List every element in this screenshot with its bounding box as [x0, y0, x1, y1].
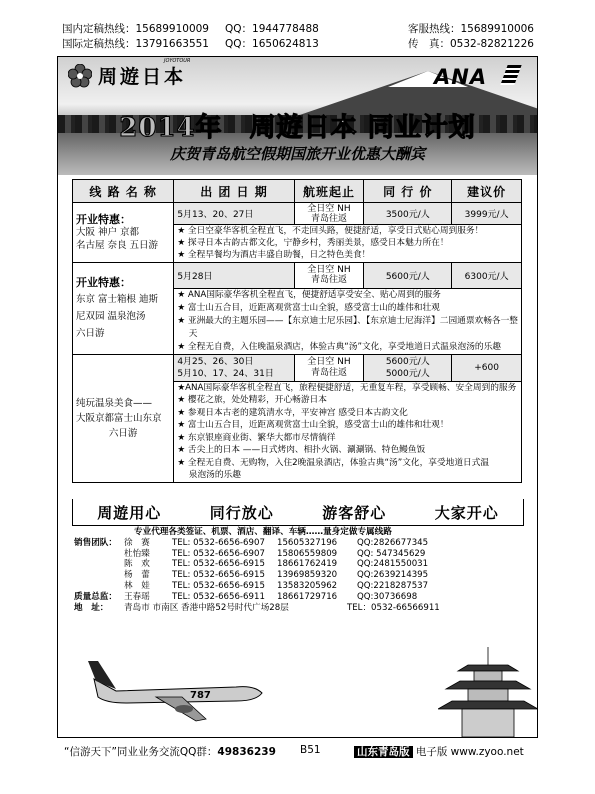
footer-qq-group: “信游天下”同业业务交流QQ群：49836239 — [64, 746, 276, 758]
slogan: 游客舒心 — [322, 503, 387, 522]
flight-cell: 全日空 NH 青岛往返 — [294, 354, 364, 381]
hotline-international: 国际定稿热线：13791663551 QQ：1650624813 — [62, 38, 319, 50]
col-header-dates: 出 团 日 期 — [174, 180, 294, 203]
route-cell: 纯玩温泉美食—— 大阪京都富士山东京 六日游 — [73, 354, 174, 482]
banner-mount-fuji — [58, 57, 537, 175]
service-intro: 专业代理各类签证、机票、酒店、翻译、车辆……量身定做专属线路 — [134, 527, 392, 537]
feature-list: ★ANA国际豪华客机全程直飞，旅程便捷舒适，无重复车程，享受顾畅、安全周到的服务 ★ 樱花之旅，处处精彩，开心畅游日本 ★ 参观日本古老的建筑清水寺，平安神宫 感受日本古韵文化 ★ 富士山五合目，近距离观赏富士山全貌，感受富士山的雄伟和壮观！ ★ 东京银座商业街、繁华大都市尽情徜徉 ★ 舌尖上的日本 ——日式烤肉、相扑火锅、涮涮锅、特色鳗鱼饭 ★ 全程无自费、无购物，入住2晚温泉酒店，体验古典“汤”文化，享受地道日式温 泉泡汤的乐趣 — [174, 381, 522, 482]
sub-title: 庆贺青岛航空假期国旅开业优惠大酬宾 — [169, 145, 425, 163]
contact-row: 林 娃 TEL: 0532-6656-6915 13583205962 QQ:2218287537 — [124, 580, 429, 591]
brand-badge: 山东青岛版 — [354, 746, 413, 758]
col-header-flight: 航班起止 — [294, 180, 364, 203]
main-title: 2014年 周遊日本 同业计划 — [119, 113, 476, 143]
contact-row: 杜怡臻 TEL: 0532-6656-6907 15806559809 QQ: 547345629 — [124, 548, 426, 559]
svg-text:787: 787 — [190, 690, 211, 701]
tour-table — [72, 179, 522, 483]
contact-row: 销售团队： 徐 赛 TEL: 0532-6656-6907 15605327196 QQ:2826677345 — [74, 537, 429, 548]
table-row — [73, 262, 522, 288]
flight-cell: 全日空 NH 青岛往返 — [294, 203, 364, 225]
route-cell: 开业特惠： 东京 富士箱根 迪斯 尼双园 温泉泡汤 六日游 — [73, 262, 174, 354]
suggest-cell: 3999元/人 — [452, 203, 522, 225]
slogan: 周遊用心 — [97, 503, 162, 522]
col-header-price: 同 行 价 — [364, 180, 452, 203]
fax-number: 传 真：0532-82821226 — [408, 38, 534, 50]
col-header-suggest: 建议价 — [452, 180, 522, 203]
advertisement — [57, 56, 538, 738]
hotline-domestic: 国内定稿热线：15689910009 QQ：1944778488 — [62, 23, 319, 35]
table-row — [73, 354, 522, 381]
date-cell: 4月25、26、30日 5月10、17、24、31日 — [174, 354, 294, 381]
hotline-service: 客服热线：15689910006 — [408, 23, 534, 35]
date-cell: 5月28日 — [174, 262, 294, 288]
address-row: 地 址： 青岛市 市南区 香港中路52号时代广场28层 TEL：0532-66566911 — [74, 602, 440, 613]
contact-row: 杨 蕾 TEL: 0532-6656-6915 13969859320 QQ:2639214395 — [124, 570, 429, 581]
suggest-cell: 6300元/人 — [452, 262, 522, 288]
page-number: B51 — [300, 744, 321, 756]
slogan: 同行放心 — [209, 503, 274, 522]
joyotour-logo: 周遊日本 JOYOTOUR — [64, 61, 232, 89]
slogan: 大家开心 — [434, 503, 499, 522]
price-cell: 5600元/人 5000元/人 — [364, 354, 452, 381]
table-row — [73, 203, 522, 225]
feature-list: ★ ANA国际豪华客机全程直飞，便捷舒适享受安全、贴心周到的服务 ★ 富士山五合目，近距离观赏富士山全貌，感受富士山的雄伟和壮观 ★ 亚洲最大的主题乐园——【东京迪士尼乐园】、【东京迪士尼海洋】二园通票欢畅各一整 天 ★ 全程无自费，入住晚温泉酒店，体验古典“汤”文化，享受地道日式温泉泡汤的乐趣 — [174, 288, 522, 354]
price-cell: 5600元/人 — [364, 262, 452, 288]
contact-block — [72, 527, 522, 613]
price-cell: 3500元/人 — [364, 203, 452, 225]
pagoda-icon — [438, 647, 538, 737]
contact-row: 陈 欢 TEL: 0532-6656-6915 18661762419 QQ:2481550031 — [124, 559, 429, 570]
ana-logo: ANA — [434, 65, 488, 89]
flight-cell: 全日空 NH 青岛往返 — [294, 262, 364, 288]
cherry-blossom-icon — [68, 64, 92, 88]
feature-list: ★ 全日空豪华客机全程直飞，不走回头路，便捷舒适，享受日式贴心周到服务！ ★ 探寻日本古韵古都文化，宁静乡村，秀丽美景，感受日本魅力所在！ ★ 全程早餐均为酒店丰盛自助餐，日之特色美食！ — [174, 225, 522, 263]
edition-label: 山东青岛版 电子版 www.zyoo.net — [354, 744, 524, 759]
route-cell: 开业特惠： 大阪 神户 京都 名古屋 奈良 五日游 — [73, 203, 174, 263]
contact-row: 质量总监： 王春瑶 TEL: 0532-6656-6911 18661729716 QQ:30736698 — [74, 591, 418, 602]
table-header-row — [73, 180, 522, 203]
airplane-icon — [86, 657, 286, 727]
suggest-cell: +600 — [452, 354, 522, 381]
col-header-route: 线 路 名 称 — [73, 180, 174, 203]
slogan-bar — [72, 499, 524, 526]
date-cell: 5月13、20、27日 — [174, 203, 294, 225]
